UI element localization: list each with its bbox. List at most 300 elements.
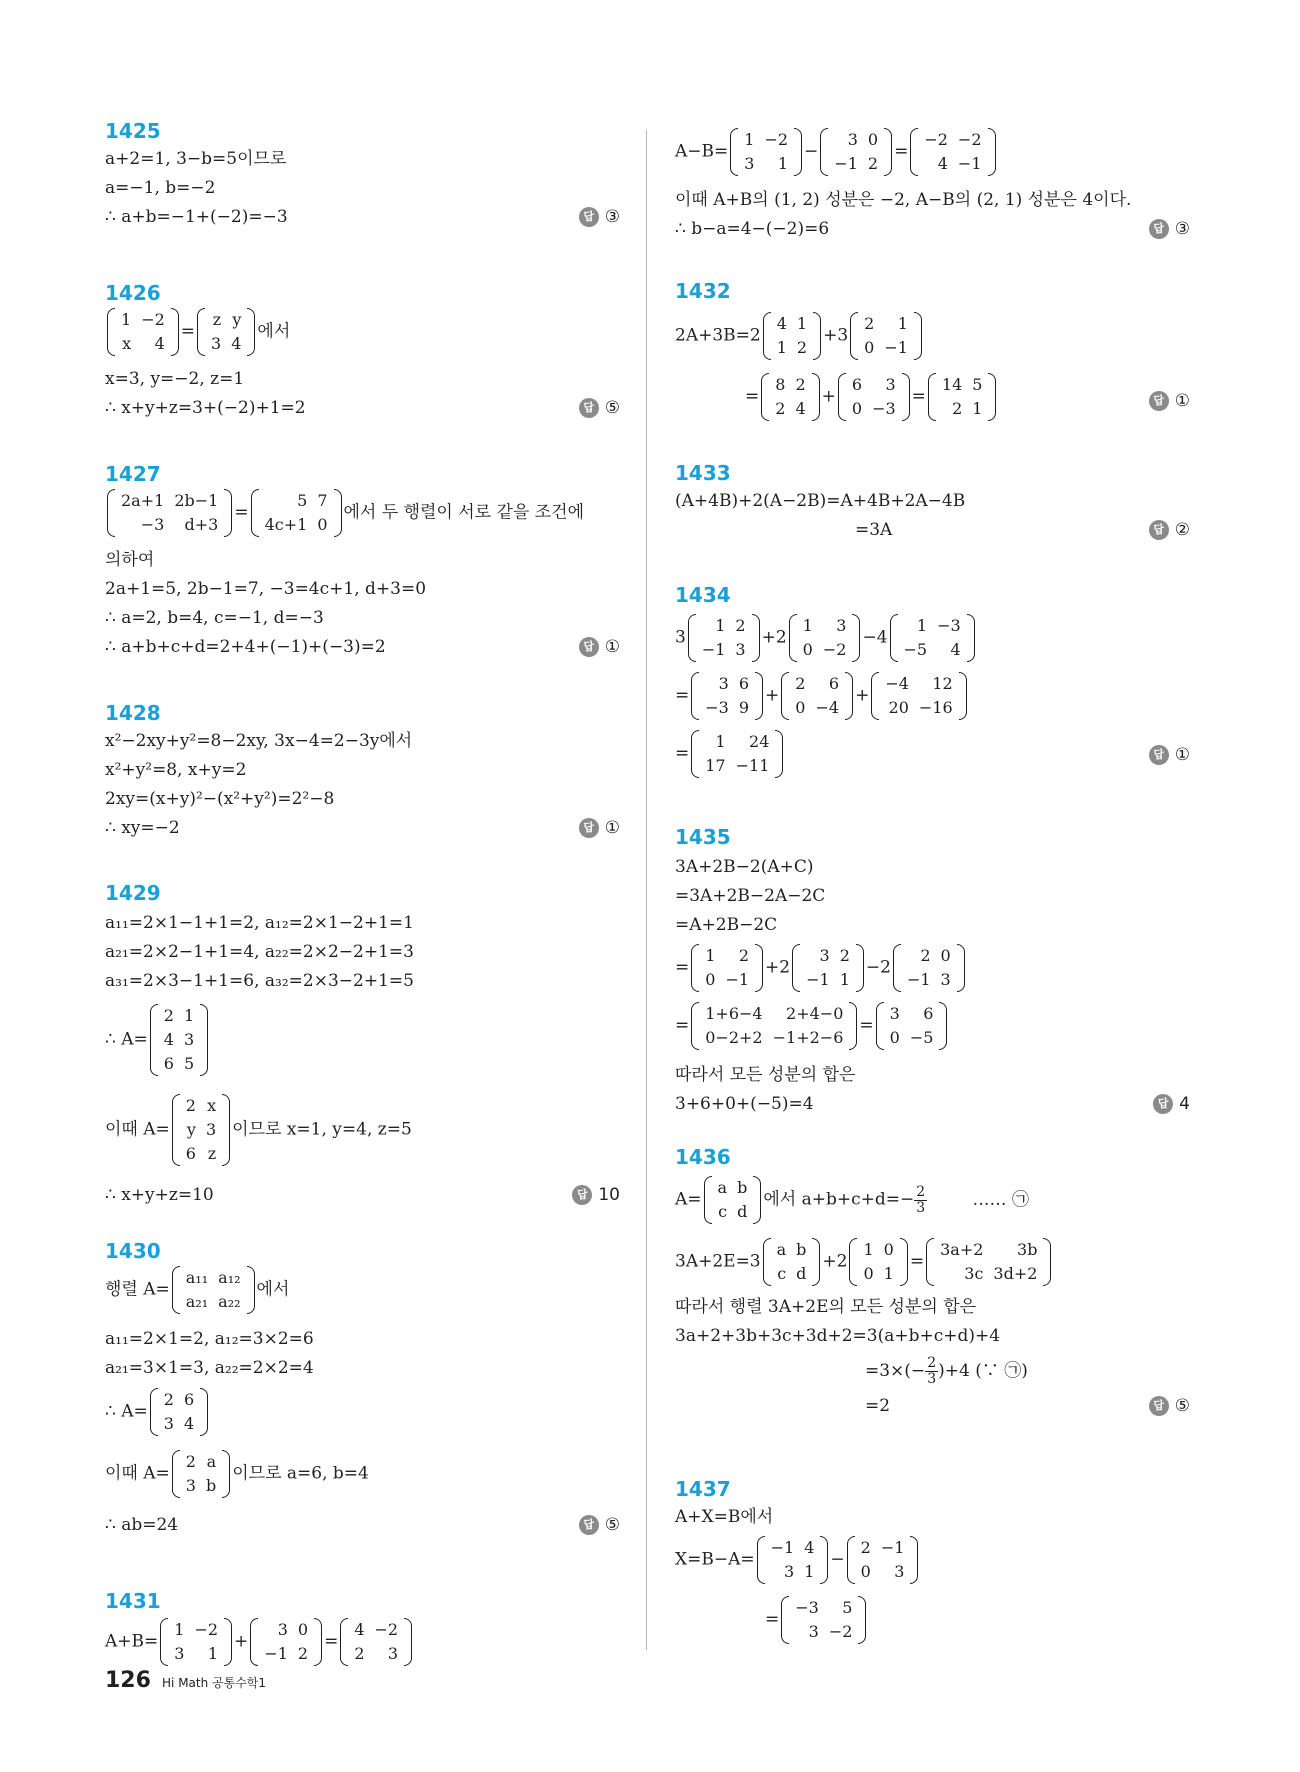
matrix-table [739,128,793,176]
matrix-table [902,944,956,992]
matrix-line: = 1 2 0 −1 +2 3 2 −1 1 −2 2 0 −1 3 [675,944,967,992]
fraction [925,1356,938,1387]
matrix-entry: 0−2+2 [705,1028,763,1047]
matrix-table [790,1596,857,1644]
column-divider [646,130,647,1650]
matrix-entry: 2 [185,1096,196,1115]
matrix-entry: 12 [932,674,953,693]
matrix [893,944,965,992]
problem-1434 [675,582,1190,775]
line: ∴ a+b+c+d=2+4+(−1)+(−3)=2 [105,637,386,657]
fraction-numerator: 2 [916,1183,926,1200]
matrix-entry: −1 [906,970,931,989]
matrix-entry: 2 [867,154,879,173]
matrix-entry: 1 [897,314,908,333]
line: ∴ x+y+z=3+(−2)+1=2 [105,398,306,418]
matrix-entry: 1 [802,616,813,635]
matrix-table [260,489,333,537]
matrix-entry: −2 [924,130,948,149]
matrix-entry: 2 [163,1390,174,1409]
matrix-entry: x [122,334,132,353]
matrix [763,1238,821,1286]
matrix-entry: 1+6−4 [705,1004,763,1023]
answer-badge: 답 [1149,520,1169,540]
matrix-entry: 0 [802,640,813,659]
matrix [688,614,760,662]
matrix [820,128,892,176]
matrix-entry: 4 [354,1620,365,1639]
answer-value: ③ [1174,219,1190,239]
matrix-entry: a₂₂ [218,1292,241,1311]
answer [1153,1093,1190,1115]
matrix-entry: 3 [836,616,847,635]
matrix-entry: b [737,1178,748,1197]
line-tail: 에서 [256,1279,290,1300]
matrix-entry: 3d+2 [993,1264,1038,1283]
problem-1430 [105,1238,620,1535]
answer [572,1184,620,1206]
line: =A+2B−2C [675,915,778,935]
matrix-entry: 9 [738,698,750,717]
matrix-entry: 2 [952,399,963,418]
line: x=3, y=−2, z=1 [105,369,245,389]
matrix-entry: 1 [715,616,726,635]
matrix-entry: 0 [889,1028,900,1047]
matrix-entry: −3 [937,616,961,635]
line: 3+6+0+(−5)=4 [675,1094,814,1114]
matrix-entry: 2 [839,946,850,965]
answer-badge: 답 [1149,1396,1169,1416]
matrix [876,1002,948,1050]
matrix-entry: a₁₂ [218,1268,241,1287]
matrix-line: 3A+2E=3 a b c d +2 1 0 0 1 = 3a+2 3b 3c 3d+2 [675,1238,1053,1286]
line: 2a+1=5, 2b−1=7, −3=4c+1, d+3=0 [105,579,427,599]
matrix-entry: 0 [860,1562,871,1581]
matrix-entry: −3 [140,515,165,534]
line: =3A+2B−2A−2C [675,886,826,906]
answer-badge: 답 [1149,745,1169,765]
matrix-entry: 6 [923,1004,934,1023]
problem-number: 1432 [675,279,731,303]
answer-badge: 답 [579,207,599,227]
matrix-line: = 1+6−4 2+4−0 0−2+2 −1+2−6 = 3 6 0 −5 [675,1002,949,1050]
line: a+2=1, 3−b=5이므로 [105,149,287,169]
matrix-entry: 2 [795,674,806,693]
matrix-entry: z [212,310,222,329]
line: ∴ ab=24 [105,1515,179,1535]
matrix-entry: 3c [964,1264,984,1283]
matrix [691,1002,857,1050]
line: a=−1, b=−2 [105,178,216,198]
answer [1149,218,1190,240]
matrix-entry: 1 [883,1264,894,1283]
matrix-entry: 2 [860,1538,871,1557]
matrix-entry: 4c+1 [264,515,308,534]
matrix-entry: −1 [264,1644,288,1663]
matrix-entry: 6 [185,1144,196,1163]
matrix-entry: −4 [815,698,840,717]
line: 따라서 행렬 3A+2E의 모든 성분의 합은 [675,1297,977,1317]
matrix-entry: a [206,1452,217,1471]
matrix-line: X=B−A= −1 4 3 1 − 2 −1 0 3 [675,1536,920,1584]
matrix [172,1094,230,1166]
matrix-entry: 0 [864,338,875,357]
answer-badge: 답 [579,398,599,418]
matrix-entry: 3 [205,1120,217,1139]
matrix [871,672,966,720]
matrix-entry: −3 [795,1598,819,1617]
matrix [757,1536,829,1584]
matrix-table [700,730,774,778]
matrix-entry: b [796,1240,807,1259]
matrix-entry: 1 [916,616,928,635]
matrix-entry: 1 [863,1240,874,1259]
matrix-entry: 4 [950,640,961,659]
line: 의하여 [105,550,155,570]
line: a₂₁=3×1=3, a₂₂=2×2=4 [105,1358,314,1378]
matrix-table [181,1450,221,1498]
matrix-table [798,614,852,662]
matrix-table [159,1388,199,1436]
matrix-entry: 2b−1 [174,491,219,510]
matrix [781,672,853,720]
matrix [789,614,861,662]
matrix-table [772,1238,812,1286]
matrix-entry: 0 [940,946,951,965]
matrix-entry: y [232,310,242,329]
matrix-entry: 1 [776,338,787,357]
matrix-line: A−B= 1 −2 3 1 − 3 0 −1 2 = −2 −2 4 −1 [675,128,998,176]
matrix-entry: 3 [163,1414,174,1433]
matrix-entry: −1 [880,1538,905,1557]
line: =2 [865,1396,891,1416]
matrix-table [790,672,844,720]
matrix-entry: −2 [957,130,982,149]
matrix-entry: −1 [770,1538,795,1557]
matrix-entry: −1+2−6 [772,1028,844,1047]
line-pre: 이때 A= [105,1463,170,1484]
matrix-entry: −2 [374,1620,399,1639]
problem-number: 1435 [675,825,731,849]
matrix-table [181,1094,221,1166]
answer-value: ① [604,637,620,657]
matrix-entry: a₂₁ [185,1292,209,1311]
matrix [172,1450,230,1498]
matrix-entry: 2 [297,1644,309,1663]
problem-1437 [675,1476,1190,1641]
line: ∴ x+y+z=10 [105,1185,214,1205]
answer-value: ② [1174,520,1190,540]
page-footer [105,1668,266,1693]
answer [1149,519,1190,541]
problem-1433 [675,460,1190,540]
matrix-entry: 3 [784,1562,795,1581]
matrix-entry: a [717,1178,728,1197]
problem-number: 1429 [105,881,161,905]
line: x²−2xy+y²=8−2xy, 3x−4=2−3y에서 [105,731,413,751]
matrix-entry: d+3 [184,515,219,534]
matrix-entry: 1 [804,1562,815,1581]
answer-value: ① [1174,391,1190,411]
problem-1425 [105,118,620,227]
problem-1435 [675,824,1190,1114]
problem-number: 1431 [105,1589,161,1613]
answer-badge: 답 [1153,1094,1173,1114]
line: a₁₁=2×1=2, a₁₂=3×2=6 [105,1329,314,1349]
matrix-table [159,1004,199,1076]
matrix-entry: −1 [834,154,858,173]
matrix-entry: 2 [735,616,746,635]
answer [579,397,620,419]
matrix-entry: 1 [715,732,726,751]
matrix-entry: −11 [735,756,770,775]
matrix-entry: −2 [764,130,789,149]
matrix-entry: 3 [894,1562,905,1581]
equation-mark: …… ㉠ [972,1189,1029,1210]
line-tail: 이므로 x=1, y=4, z=5 [232,1119,412,1140]
matrix [150,1388,208,1436]
fraction-denominator: 3 [927,1371,937,1387]
answer [579,817,620,839]
matrix-table [766,1536,820,1584]
matrix-table [770,373,810,421]
matrix-entry: 4 [804,1538,815,1557]
matrix-entry: 5 [972,375,983,394]
matrix-entry: 3 [718,674,729,693]
matrix-entry: 0 [851,399,863,418]
problem-1431 [105,1588,620,1663]
line: A+X=B에서 [675,1507,774,1527]
problem-1429 [105,880,620,1205]
line-pre: ∴ A= [105,1401,148,1422]
line: (A+4B)+2(A−2B)=A+4B+2A−4B [675,491,966,511]
problem-1426 [105,280,620,418]
matrix [691,672,763,720]
matrix-line [105,1266,289,1314]
matrix-entry: 5 [183,1054,195,1073]
matrix-entry: 4 [776,314,787,333]
line: 3A+2B−2(A+C) [675,857,814,877]
matrix-entry: 0 [297,1620,309,1639]
matrix [107,489,232,537]
matrix-entry: 8 [775,375,786,394]
matrix [850,312,922,360]
line-tail: 에서 두 행렬이 서로 같을 조건에 [343,502,585,523]
matrix-entry: 5 [297,491,308,510]
fraction-denominator: 3 [916,1199,926,1216]
matrix-line: 1 −2 x 4 = z y 3 4 에서 [105,308,290,356]
matrix-entry: 3 [940,970,951,989]
matrix-entry: 1 [796,314,808,333]
matrix-entry: 3 [885,375,896,394]
matrix [792,944,864,992]
line: a₂₁=2×2−1+1=4, a₂₂=2×2−2+1=3 [105,942,414,962]
matrix-table [899,614,966,662]
line: =3A [855,520,893,540]
matrix-entry: 24 [749,732,770,751]
matrix-entry: −1 [806,970,830,989]
matrix [838,373,910,421]
matrix [691,730,783,778]
matrix-entry: 4 [795,399,806,418]
matrix [849,1238,907,1286]
answer-value: 4 [1179,1094,1190,1114]
line: 2xy=(x+y)²−(x²+y²)=2²−8 [105,789,335,809]
matrix-entry: a₁₁ [185,1268,209,1287]
matrix-entry: 3 [174,1644,185,1663]
answer-value: 10 [598,1185,620,1205]
matrix [926,1238,1051,1286]
matrix-table [259,1618,313,1666]
problem-number: 1426 [105,281,161,305]
matrix-table [880,672,957,720]
answer-value: ① [1174,745,1190,765]
line: ∴ a=2, b=4, c=−1, d=−3 [105,608,324,628]
line-pre: A= [675,1189,702,1210]
matrix-entry: 1 [777,154,789,173]
line: 이때 A+B의 (1, 2) 성분은 −2, A−B의 (2, 1) 성분은 4이다. [675,190,1132,210]
matrix-entry: y [186,1120,196,1139]
line-pre: 2A+3B=2 [675,325,761,346]
matrix-entry: −4 [885,674,909,693]
matrix-table [169,1618,223,1666]
matrix-entry: 6 [851,375,863,394]
matrix-entry: 2a+1 [121,491,165,510]
matrix [890,614,975,662]
line: a₁₁=2×1−1+1=2, a₁₂=2×1−2+1=1 [105,913,414,933]
matrix-line: = 3 6 −3 9 + 2 6 0 −4 + −4 12 20 −16 [675,672,969,720]
matrix-line: 2a+1 2b−1 −3 d+3 = 5 7 4c+1 0 에서 두 행렬이 서로 같을 조건에 [105,489,584,537]
matrix-entry: 2 [738,946,750,965]
problem-number: 1428 [105,701,161,725]
line-pre: A−B= [675,141,729,162]
matrix-entry: 6 [163,1054,174,1073]
matrix-entry: 3b [1017,1240,1038,1259]
matrix-entry: d [796,1264,807,1283]
answer [579,206,620,228]
line-tail: 이므로 a=6, b=4 [232,1463,369,1484]
matrix [847,1536,919,1584]
matrix-line: = 1 24 17 −11 [675,730,785,778]
line: 3a+2+3b+3c+3d+2=3(a+b+c+d)+4 [675,1326,1001,1346]
matrix-entry: −1 [725,970,750,989]
matrix-entry: −2 [822,640,847,659]
matrix-entry: 3 [735,640,746,659]
answer-badge: 답 [579,1515,599,1535]
matrix-entry: 6 [828,674,840,693]
matrix-line [105,1094,412,1166]
matrix-table [859,312,913,360]
matrix-line [105,1388,210,1436]
problem-number: 1437 [675,1477,731,1501]
line-pre: 이때 A= [105,1119,170,1140]
matrix-entry: −1 [701,640,726,659]
matrix-entry: 2 [163,1006,174,1025]
matrix-entry: −2 [194,1620,219,1639]
matrix-entry: 0 [883,1240,894,1259]
matrix [160,1618,232,1666]
matrix [928,373,997,421]
matrix-entry: 2 [185,1452,196,1471]
matrix [340,1618,412,1666]
matrix [704,1176,762,1224]
problem-number: 1434 [675,583,731,607]
matrix-entry: x [207,1096,217,1115]
answer-value: ③ [604,207,620,227]
line-pre: X=B−A= [675,1549,755,1570]
matrix-line [675,1176,1029,1224]
matrix-entry: 6 [738,674,750,693]
matrix-line: A+B= 1 −2 3 1 + 3 0 −1 2 = 4 −2 2 3 [105,1618,414,1666]
matrix [107,308,179,356]
matrix-entry: 3 [847,130,858,149]
matrix [150,1004,208,1076]
matrix-entry: 1 [705,946,716,965]
line: ∴ xy=−2 [105,818,180,838]
matrix-entry: −1 [884,338,908,357]
problem-number: 1427 [105,462,161,486]
problem-1432 [675,278,1190,418]
matrix [251,489,342,537]
matrix-entry: −1 [957,154,982,173]
matrix-line [105,1450,369,1498]
answer-badge: 답 [572,1185,592,1205]
problem-number: 1430 [105,1239,161,1263]
matrix-table [937,373,988,421]
matrix-table [349,1618,403,1666]
answer [579,1514,620,1536]
line-pre: 3A+2E=3 [675,1251,761,1272]
matrix-entry: 5 [842,1598,853,1617]
matrix-table [700,944,754,992]
matrix-entry: c [718,1202,728,1221]
matrix-entry: 14 [941,375,963,394]
line: a₃₁=2×3−1+1=6, a₃₂=2×3−2+1=5 [105,971,414,991]
matrix-table [700,1002,848,1050]
matrix-line: = −3 5 3 −2 [765,1596,868,1644]
matrix-entry: 3 [183,1030,195,1049]
matrix-line [105,1004,210,1076]
matrix [197,308,255,356]
matrix-entry: 3 [808,1622,819,1641]
matrix-entry: 0 [867,130,879,149]
matrix-table [700,672,754,720]
answer-badge: 답 [579,818,599,838]
line-pre: A+B= [105,1631,159,1652]
matrix-table [919,128,986,176]
answer-badge: 답 [1149,219,1169,239]
matrix-entry: 2 [354,1644,365,1663]
matrix-entry: −5 [903,640,928,659]
matrix-table [847,373,901,421]
fraction-numerator: 2 [927,1355,937,1371]
line: x²+y²=8, x+y=2 [105,760,247,780]
line-tail: 에서 [257,321,291,342]
answer [579,636,620,658]
matrix-entry: 0 [317,515,328,534]
matrix-table [829,128,883,176]
matrix-table [772,312,812,360]
matrix-table [206,308,246,356]
line-pre: =3×(− [865,1361,926,1381]
line-tail: 에서 a+b+c+d=− [763,1189,915,1210]
problem-1427 [105,461,620,657]
answer-value: ⑤ [604,1515,620,1535]
line [865,1356,1028,1387]
matrix [730,128,802,176]
answer-value: ⑤ [604,398,620,418]
answer-value: ① [604,818,620,838]
